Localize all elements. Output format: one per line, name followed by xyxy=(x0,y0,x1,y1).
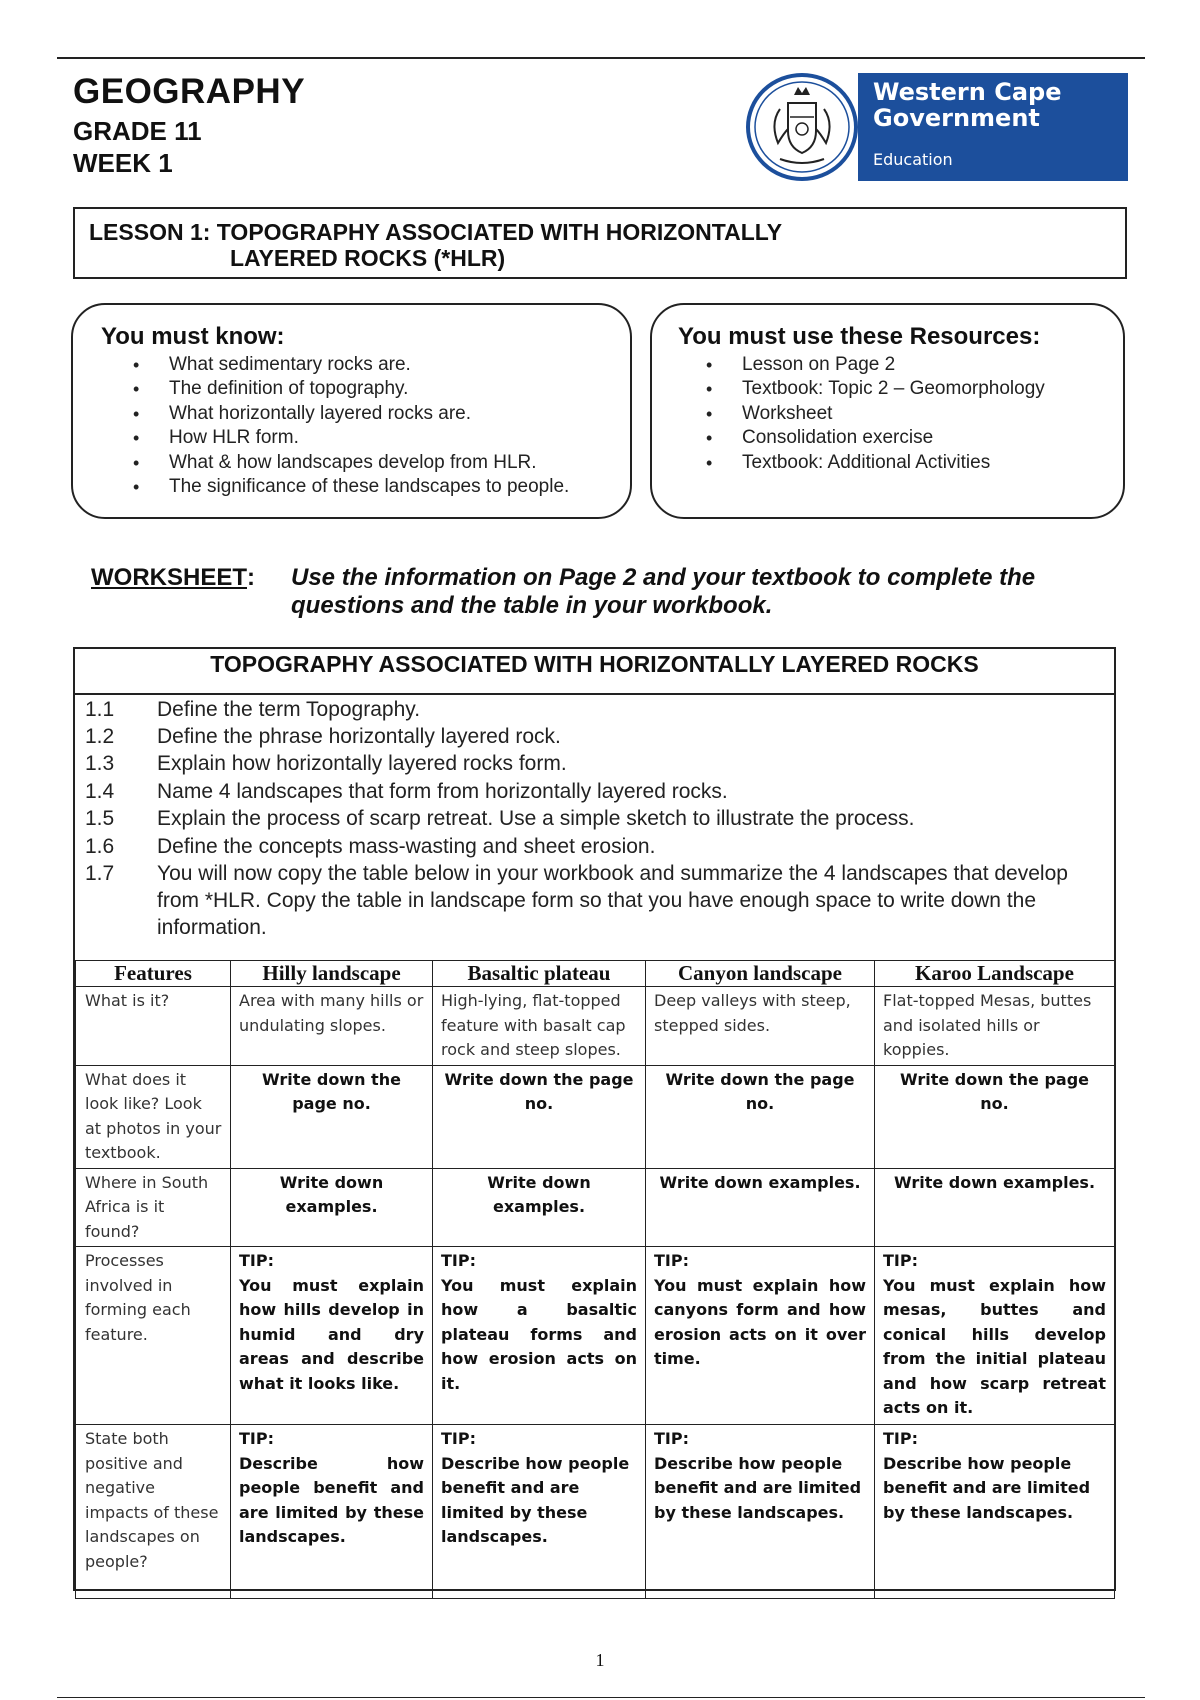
table-cell: Write down the page no. xyxy=(646,1065,875,1168)
tip-text: Describe how people benefit and are limited by these landscapes. xyxy=(883,1453,1091,1522)
landscape-table xyxy=(75,960,1115,1599)
tip-text: You must explain how canyons form and how erosion acts on it over time. xyxy=(654,1275,866,1368)
must-know-box xyxy=(71,303,632,519)
table-cell: Write down the page no. xyxy=(433,1065,646,1168)
list-item: • How HLR form. xyxy=(133,426,569,450)
table-cell: Write down examples. xyxy=(231,1168,433,1247)
resources-heading: You must use these Resources: xyxy=(678,323,1041,350)
table-cell: Write down the page no. xyxy=(231,1065,433,1168)
tip-text: Describe how people benefit and are limited by these landscapes. xyxy=(654,1453,862,1522)
row-label: Processes involved in forming each feature. xyxy=(76,1247,231,1425)
list-item: • The definition of topography. xyxy=(133,377,569,401)
lesson-title-line1: LESSON 1: TOPOGRAPHY ASSOCIATED WITH HORIZONTALLY xyxy=(89,219,783,245)
table-header-row xyxy=(76,961,1115,987)
worksheet-label: WORKSHEET xyxy=(91,564,247,591)
tip-label: TIP: xyxy=(883,1429,918,1448)
tip-text: Describe how people benefit and are limited by these landscapes. xyxy=(441,1453,630,1546)
table-cell xyxy=(433,1425,646,1599)
table-cell xyxy=(231,1425,433,1599)
row-label: Where in South Africa is it found? xyxy=(76,1168,231,1247)
list-item: • Lesson on Page 2 xyxy=(706,353,1045,377)
worksheet-box: TOPOGRAPHY ASSOCIATED WITH HORIZONTALLY LAYERED ROCKS 1.1 Define the term Topography. 1.2 Define the phrase horizontally layered rock. 1.3 Explain how horizontally layered rocks form. 1.4 Name 4 landscapes that form from horizontally layered rocks. 1.5 Explain the process of scarp retreat. Use a simple sketch to illustrate the process. 1.6 Define the concepts mass-wasting and sheet erosion. 1.7 You will now copy the table below in your workbook and summarize the 4 landscapes that develop from *HLR. Copy the table in landscape form so that you have enough space to write down the information. Features Hilly landscape Basaltic plateau Canyon landscape Karoo Landscape What is it? Area with many hills or undulating slopes. High-lying, flat-topped feature with basalt cap rock and steep slopes. Deep valleys with steep, stepped sides. Flat-topped Mesas, buttes and isolated hills or koppies. What does it look like? Look at photos in your textbook. Write down the page no. Write down the page no. Write down the page no. Write down the page no. Where in South Africa is it found? Write down examples. Write down examples. Write down examples. Write down examples. Processes involved in forming each feature. TIP: You must explain how hills develop in humid and dry areas and describe what it looks like. TIP: You must explain how a basaltic plateau forms and how erosion acts on it. TIP: You must explain how canyons form and how erosion acts on it over time. TIP: You must explain how mesas, buttes and conical hills develop from the initial plateau and how scarp retreat acts on it. State both positive and negative impacts of these landscapes on people? TIP: Describe how people benefit and are limited by these landscapes. TIP: Describe how people benefit and are limited by these landscapes. TIP: Describe how people benefit and are limited by these landscapes. TIP: Describe how people benefit and are limited by these landscapes. xyxy=(73,647,1116,1591)
logo-education: Education xyxy=(873,150,953,169)
lesson-title-line2: LAYERED ROCKS (*HLR) xyxy=(230,245,506,271)
resources-box xyxy=(650,303,1125,519)
table-row xyxy=(76,1065,1115,1168)
tip-text: You must explain how a basaltic plateau forms and how erosion acts on it. xyxy=(441,1275,637,1393)
wcg-logo xyxy=(740,73,1128,181)
tip-label: TIP: xyxy=(654,1429,689,1448)
table-cell: Write down examples. xyxy=(433,1168,646,1247)
table-cell xyxy=(646,1247,875,1425)
tip-label: TIP: xyxy=(441,1429,476,1448)
tip-text: You must explain how hills develop in humid and dry areas and describe what it looks like. xyxy=(239,1275,424,1393)
list-item: • Worksheet xyxy=(706,402,1045,426)
lesson-title-box xyxy=(73,207,1127,279)
list-item: • Consolidation exercise xyxy=(706,426,1045,450)
tip-label: TIP: xyxy=(883,1251,918,1270)
list-item: • Textbook: Topic 2 – Geomorphology xyxy=(706,377,1045,401)
grade-label: GRADE 11 xyxy=(73,116,202,146)
table-cell: Flat-topped Mesas, buttes and isolated hills or koppies. xyxy=(875,987,1115,1066)
table-header: Hilly landscape xyxy=(231,961,433,987)
tip-text: You must explain how mesas, buttes and conical hills develop from the initial plateau and how scarp retreat acts on it. xyxy=(883,1275,1106,1417)
row-label: What does it look like? Look at photos in your textbook. xyxy=(76,1065,231,1168)
row-label: What is it? xyxy=(76,987,231,1066)
page-number: 1 xyxy=(595,1650,605,1670)
tip-label: TIP: xyxy=(441,1251,476,1270)
table-cell xyxy=(231,1247,433,1425)
table-header: Features xyxy=(76,961,231,987)
table-row xyxy=(76,1168,1115,1247)
must-know-heading: You must know: xyxy=(101,323,285,350)
table-header: Basaltic plateau xyxy=(433,961,646,987)
table-cell: High-lying, flat-topped feature with basalt cap rock and steep slopes. xyxy=(433,987,646,1066)
row-label: State both positive and negative impacts of these landscapes on people? xyxy=(76,1425,231,1599)
table-row xyxy=(76,987,1115,1066)
table-cell xyxy=(433,1247,646,1425)
table-cell xyxy=(875,1247,1115,1425)
list-item: • Textbook: Additional Activities xyxy=(706,451,1045,475)
list-item: • What horizontally layered rocks are. xyxy=(133,402,569,426)
top-rule xyxy=(57,57,1145,59)
logo-text: Western Cape Government xyxy=(873,78,1062,132)
subject-title: GEOGRAPHY xyxy=(73,72,306,111)
table-row xyxy=(76,1247,1115,1425)
bottom-rule xyxy=(57,1697,1145,1698)
section-title: TOPOGRAPHY ASSOCIATED WITH HORIZONTALLY LAYERED ROCKS xyxy=(75,649,1114,695)
table-cell: Write down examples. xyxy=(646,1168,875,1247)
list-item: • What sedimentary rocks are. xyxy=(133,353,569,377)
table-cell: Write down examples. xyxy=(875,1168,1115,1247)
table-cell xyxy=(646,1425,875,1599)
coat-of-arms-icon xyxy=(740,73,858,181)
tip-label: TIP: xyxy=(654,1251,689,1270)
table-cell: Deep valleys with steep, stepped sides. xyxy=(646,987,875,1066)
table-header: Canyon landscape xyxy=(646,961,875,987)
table-header: Karoo Landscape xyxy=(875,961,1115,987)
week-label: WEEK 1 xyxy=(73,148,173,178)
tip-label: TIP: xyxy=(239,1251,274,1270)
table-cell xyxy=(875,1425,1115,1599)
resources-list xyxy=(706,353,1045,475)
worksheet-instruction: Use the information on Page 2 and your textbook to complete the questions and the table in your workbook. xyxy=(291,564,1036,619)
tip-text: Describe how people benefit and are limited by these landscapes. xyxy=(239,1453,424,1546)
table-cell: Write down the page no. xyxy=(875,1065,1115,1168)
tip-label: TIP: xyxy=(239,1429,274,1448)
table-row xyxy=(76,1425,1115,1599)
must-know-list xyxy=(133,353,569,499)
list-item: • What & how landscapes develop from HLR. xyxy=(133,451,569,475)
worksheet-colon: : xyxy=(247,564,255,591)
table-cell: Area with many hills or undulating slopes. xyxy=(231,987,433,1066)
list-item: • The significance of these landscapes to people. xyxy=(133,475,569,499)
